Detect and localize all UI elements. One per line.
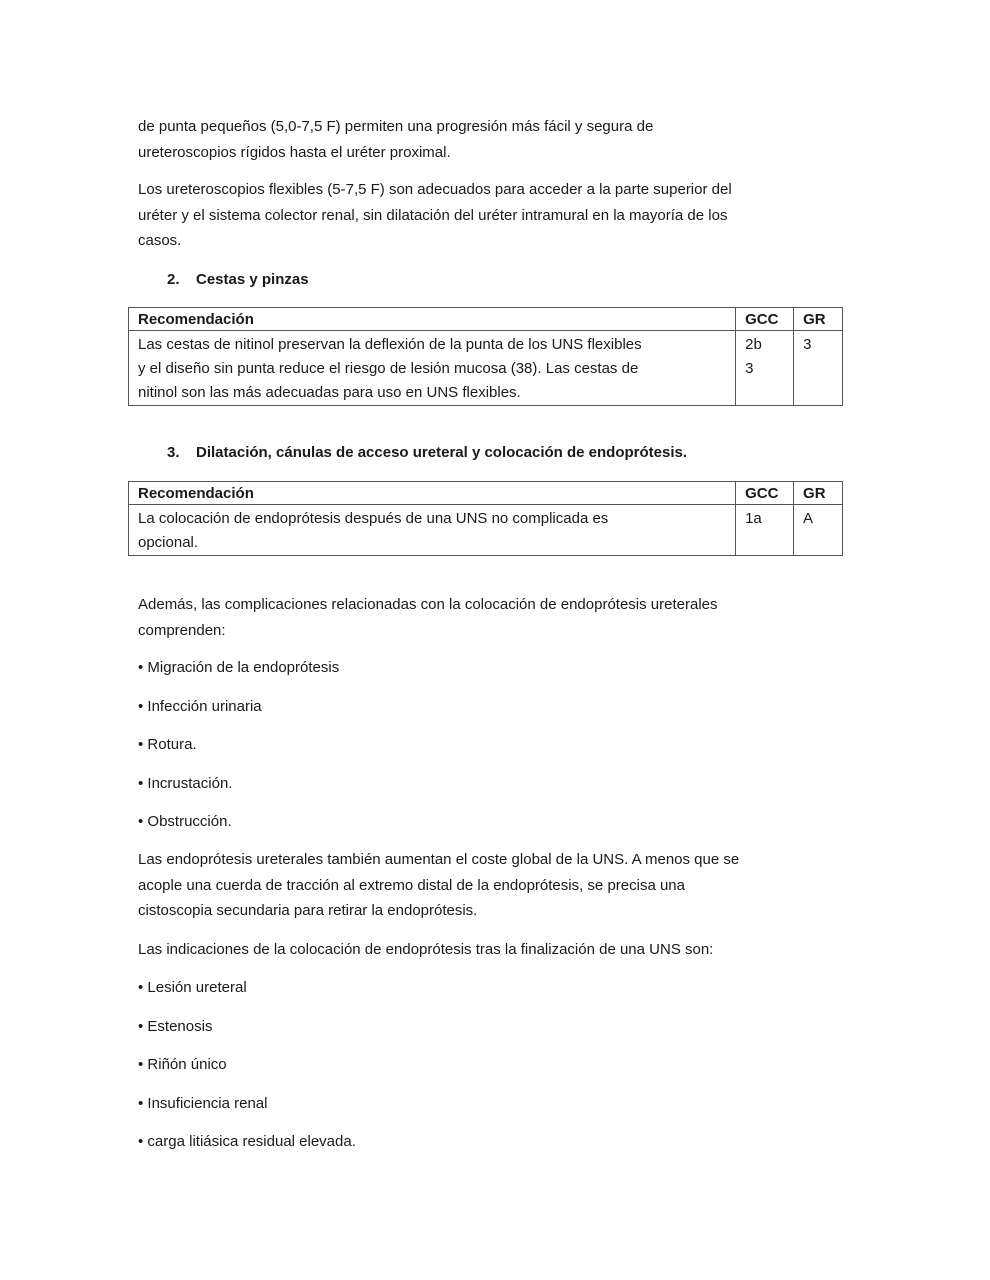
recommendation-cell [129,505,736,556]
complications-list [138,658,339,851]
gcc-cell [736,331,794,406]
text-line: ureteroscopios rígidos hasta el uréter proximal. [138,143,451,161]
list-item: • Rotura. [138,736,197,753]
paragraph-2 [138,180,732,257]
heading-text: Cestas y pinzas [196,271,309,288]
list-item: • Incrustación. [138,774,233,792]
heading-number: 2. [167,271,180,288]
paragraph-5 [138,940,713,966]
text-line: de punta pequeños (5,0-7,5 F) permiten una progresión más fácil y segura de [138,118,654,135]
cell-line: Las cestas de nitinol preservan la deflexión de la punta de los UNS flexibles [138,336,642,353]
list-item: • Infección urinaria [138,697,262,715]
cell-line: La colocación de endoprótesis después de una UNS no complicada es [138,510,609,527]
table-header-row [129,308,843,331]
list-item: • Estenosis [138,1017,213,1035]
header-recomendacion: Recomendación [129,482,736,505]
recommendation-table-2 [128,481,843,556]
recommendation-cell [129,331,736,406]
text-line: Las endoprótesis ureterales también aumentan el coste global de la UNS. A menos que se [138,851,740,868]
text-line: uréter y el sistema colector renal, sin dilatación del uréter intramural en la mayoría de los [138,206,728,224]
header-gcc: GCC [736,308,794,331]
header-gcc: GCC [736,482,794,505]
header-gr: GR [794,482,843,505]
list-item: • Obstrucción. [138,813,232,830]
paragraph-4 [138,850,739,927]
cell-line: opcional. [138,534,199,551]
list-item: • Insuficiencia renal [138,1094,268,1112]
list-item: • Lesión ureteral [138,979,247,996]
gr-cell: A [794,505,843,556]
cell-line: 3 [745,360,754,377]
text-line: cistoscopia secundaria para retirar la endoprótesis. [138,902,478,919]
paragraph-1 [138,117,653,168]
paragraph-3 [138,595,718,646]
list-item: • carga litiásica residual elevada. [138,1133,356,1150]
header-recomendacion: Recomendación [129,308,736,331]
cell-line: 2b [745,336,762,353]
table-header-row [129,482,843,505]
list-item: • Riñón único [138,1056,227,1073]
cell-line: nitinol son las más adecuadas para uso en UNS flexibles. [138,384,521,401]
list-item: • Migración de la endoprótesis [138,659,340,676]
text-line: acople una cuerda de tracción al extremo distal de la endoprótesis, se precisa una [138,876,685,894]
gcc-cell: 1a [736,505,794,556]
gr-cell: 3 [794,331,843,406]
indications-list [138,978,356,1171]
table-row [129,331,843,406]
recommendation-table-1 [128,307,843,406]
text-line: Además, las complicaciones relacionadas con la colocación de endoprótesis ureterales [138,596,718,613]
table-row [129,505,843,556]
header-gr: GR [794,308,843,331]
heading-text: Dilatación, cánulas de acceso ureteral y colocación de endoprótesis. [196,444,688,461]
text-line: comprenden: [138,621,226,639]
heading-number: 3. [167,444,180,461]
text-line: Las indicaciones de la colocación de endoprótesis tras la finalización de una UNS son: [138,941,714,958]
cell-line: y el diseño sin punta reduce el riesgo de lesión mucosa (38). Las cestas de [138,360,639,377]
text-line: casos. [138,232,182,249]
text-line: Los ureteroscopios flexibles (5-7,5 F) son adecuados para acceder a la parte superior del [138,181,732,198]
